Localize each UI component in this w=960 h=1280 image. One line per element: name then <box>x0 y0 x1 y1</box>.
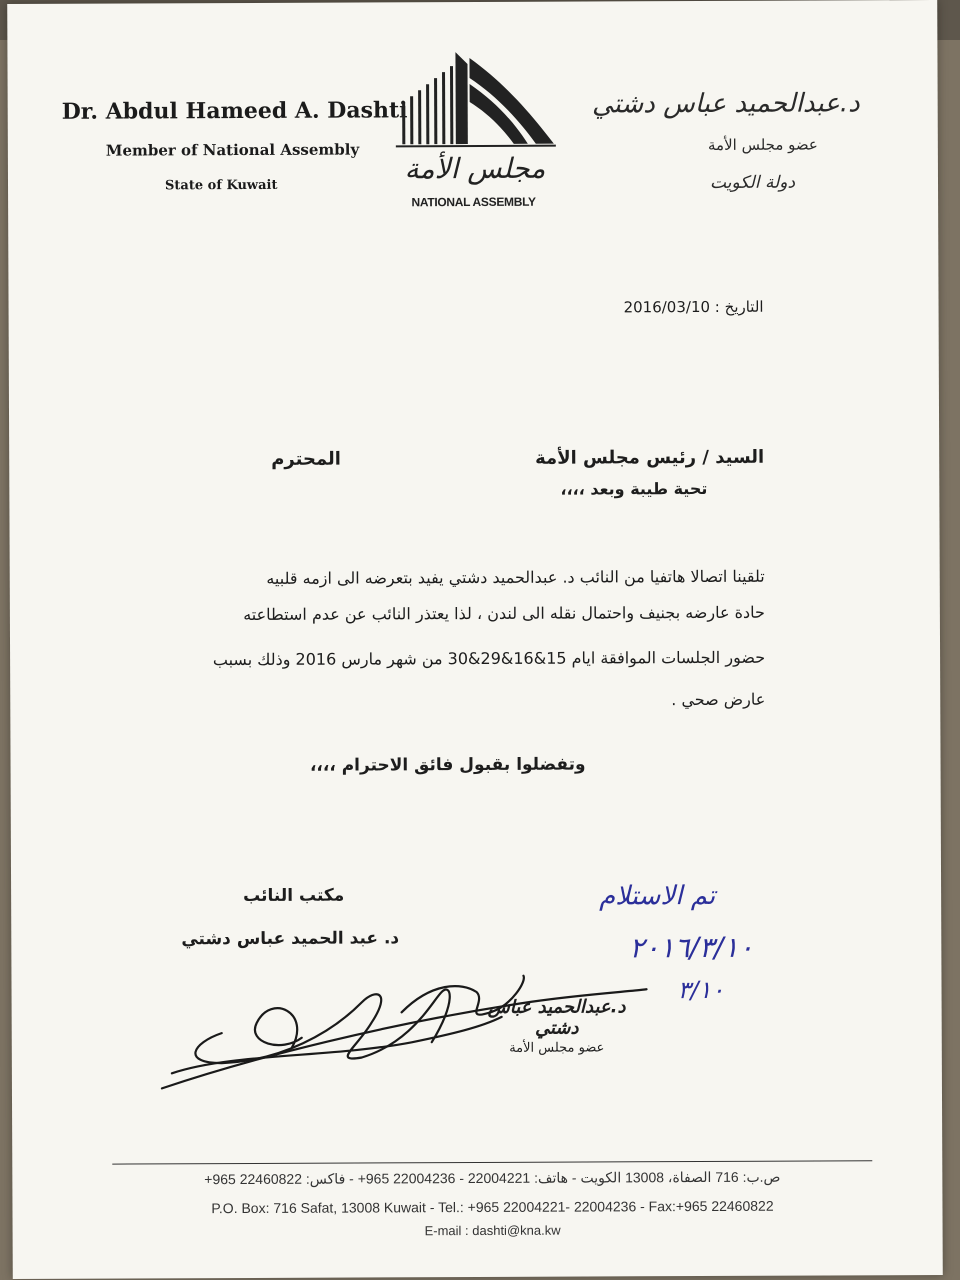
body-line: عارض صحي . <box>671 689 766 710</box>
footer-arabic-contact: ص.ب: 716 الصفاة، 13008 الكويت - هاتف: 22004221 - 22004236 965+ - فاكس: 22460822 965+ <box>204 1168 781 1188</box>
footer-email: E-mail : dashti@kna.kw <box>424 1222 561 1239</box>
stamp-name: د.عبدالحميد عباس دشتي <box>487 996 626 1039</box>
letterhead-ar-state: دولة الكويت <box>709 172 796 193</box>
letterhead-en-title: Member of National Assembly <box>105 140 360 160</box>
handwritten-signature <box>131 961 652 1103</box>
body-line: تلقينا اتصالا هاتفيا من النائب د. عبدالحميد دشتي يفيد بتعرضه الى ازمه قلبيه <box>266 566 765 588</box>
footer-divider <box>112 1160 872 1164</box>
body-line: حضور الجلسات الموافقة ايام 15&16&29&30 من شهر مارس 2016 وذلك بسبب <box>212 647 766 670</box>
greeting: تحية طيبة وبعد ،،،، <box>560 478 708 499</box>
letter-page <box>7 0 943 1279</box>
handwritten-received-note: تم الاستلام <box>599 880 716 912</box>
honorific: المحترم <box>271 448 341 470</box>
body-line: حادة عارضه بجنيف واحتمال نقله الى لندن ، لذا يعتذر النائب عن عدم استطاعته <box>243 602 765 625</box>
stamp-title: عضو مجلس الأمة <box>509 1040 605 1056</box>
letterhead-en-state: State of Kuwait <box>164 177 278 194</box>
signer-name: د. عبد الحميد عباس دشتي <box>181 928 400 950</box>
letterhead-ar-title: عضو مجلس الأمة <box>707 135 818 154</box>
closing: وتفضلوا بقبول فائق الاحترام ،،،، <box>309 754 586 776</box>
handwritten-date: ٢٠١٦/٣/١٠ <box>629 930 754 965</box>
letter-date: التاريخ : 2016/03/10 <box>623 297 764 317</box>
footer-english-contact: P.O. Box: 716 Safat, 13008 Kuwait - Tel.: +965 22004221- 22004236 - Fax:+965 22460822 <box>211 1197 774 1217</box>
national-assembly-building-icon <box>385 44 566 220</box>
letterhead-en-name: Dr. Abdul Hameed A. Dashti <box>61 97 408 125</box>
handwritten-date-short: ٣/١٠ <box>677 975 725 1005</box>
sender-office: مكتب النائب <box>243 885 345 907</box>
addressee: السيد / رئيس مجلس الأمة <box>535 446 765 469</box>
logo-arabic-text: مجلس الأمة <box>404 151 546 186</box>
logo-english-text: NATIONAL ASSEMBLY <box>411 194 536 210</box>
letterhead-ar-name: د.عبدالحميد عباس دشتي <box>591 88 860 120</box>
